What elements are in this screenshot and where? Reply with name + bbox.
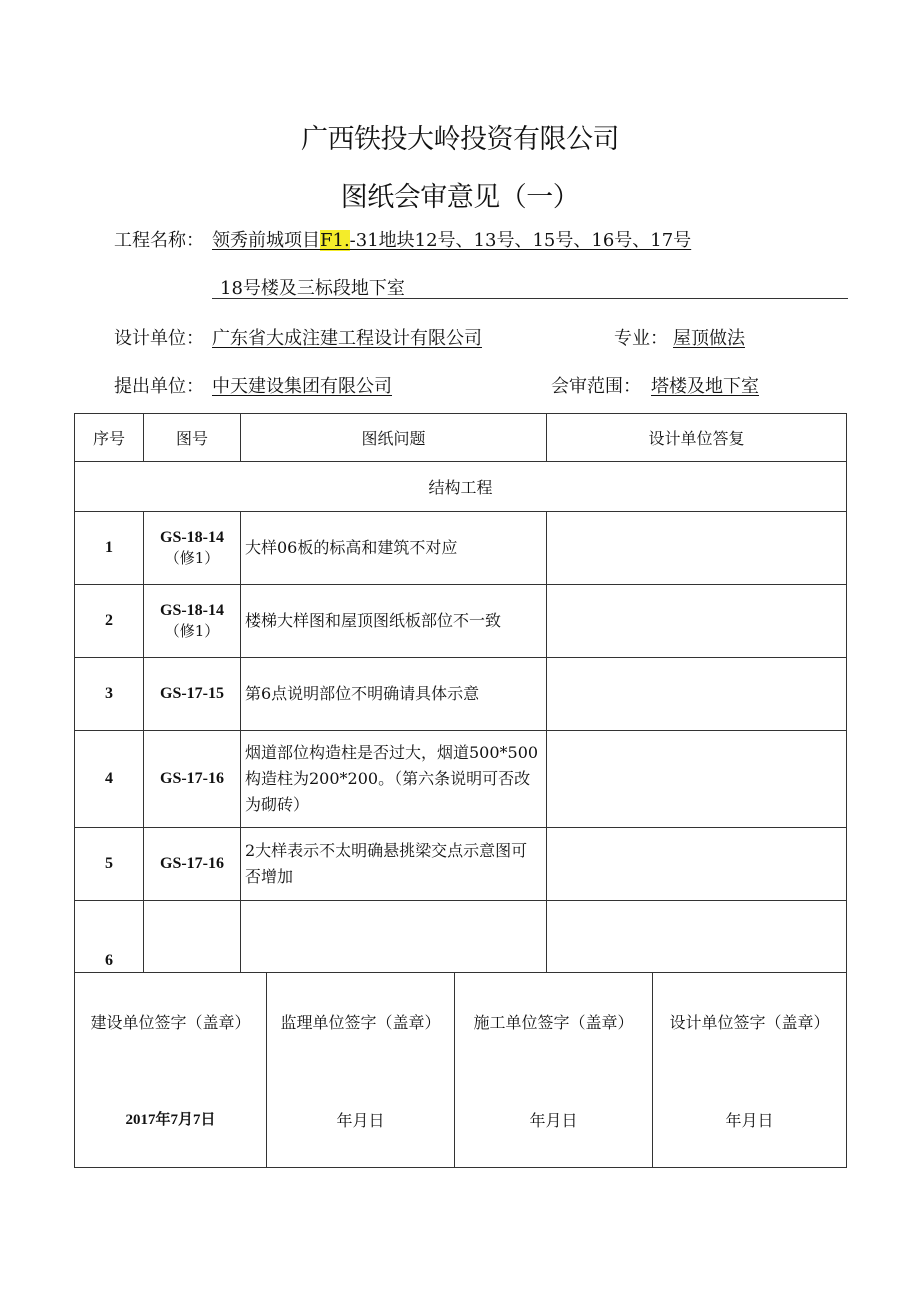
row-drawing-no — [144, 512, 241, 585]
row-reply[interactable] — [547, 658, 847, 731]
table-row — [75, 585, 847, 658]
header-issue: 图纸问题 — [241, 414, 547, 462]
drawing-revision: （修1） — [164, 622, 220, 640]
table-row — [75, 512, 847, 585]
section-row — [75, 462, 847, 512]
signature-label: 设计单位签字（盖章） — [669, 1013, 830, 1032]
row-drawing-no — [144, 585, 241, 658]
header-drawing-no: 图号 — [144, 414, 241, 462]
row-issue: 大样06板的标高和建筑不对应 — [241, 512, 547, 585]
header-reply: 设计单位答复 — [547, 414, 847, 462]
row-drawing-no: GS-17-16 — [144, 731, 241, 828]
table-row — [75, 658, 847, 731]
scope-value: 塔楼及地下室 — [651, 376, 759, 397]
scope-label: 会审范围： — [551, 376, 641, 397]
table-row — [75, 828, 847, 901]
row-no: 1 — [75, 512, 144, 585]
row-issue: 2大样表示不太明确悬挑梁交点示意图可否增加 — [241, 828, 547, 901]
project-name-part1: 领秀前城项目 — [212, 230, 320, 251]
specialty-value: 屋顶做法 — [673, 328, 745, 349]
drawing-revision: （修1） — [164, 549, 220, 567]
document-title: 图纸会审意见（一） — [340, 182, 580, 213]
signature-date: 年月日 — [529, 1111, 578, 1130]
row-reply[interactable] — [547, 512, 847, 585]
project-name-label: 工程名称： — [114, 230, 204, 251]
signature-date: 年月日 — [336, 1111, 385, 1130]
review-table — [74, 413, 847, 973]
specialty-label: 专业： — [614, 328, 668, 349]
signature-row — [75, 972, 847, 1168]
row-drawing-no[interactable] — [144, 901, 241, 973]
row-no: 6 — [75, 901, 144, 973]
drawing-code: GS-18-14 — [160, 529, 224, 546]
signature-table — [74, 972, 847, 1168]
signature-label: 施工单位签字（盖章） — [473, 1013, 634, 1032]
row-no: 5 — [75, 828, 144, 901]
header-no: 序号 — [75, 414, 144, 462]
row-drawing-no: GS-17-16 — [144, 828, 241, 901]
row-no: 4 — [75, 731, 144, 828]
submit-unit-label: 提出单位： — [114, 376, 204, 397]
project-name-line2: 18号楼及三标段地下室 — [220, 278, 405, 299]
row-issue: 楼梯大样图和屋顶图纸板部位不一致 — [241, 585, 547, 658]
signature-contractor[interactable] — [455, 972, 653, 1168]
row-issue: 烟道部位构造柱是否过大，烟道500*500构造柱为200*200。（第六条说明可否改为砌砖） — [241, 731, 547, 828]
section-title: 结构工程 — [75, 462, 847, 512]
design-unit-value: 广东省大成注建工程设计有限公司 — [212, 328, 482, 349]
signature-designer[interactable] — [653, 972, 847, 1168]
signature-date: 2017年7月7日 — [125, 1112, 216, 1128]
design-unit-label: 设计单位： — [114, 328, 204, 349]
project-name-value — [212, 230, 691, 252]
signature-supervisor[interactable] — [267, 972, 455, 1168]
row-issue[interactable] — [241, 901, 547, 973]
row-reply[interactable] — [547, 828, 847, 901]
drawing-code: GS-18-14 — [160, 602, 224, 619]
signature-date: 年月日 — [725, 1111, 774, 1130]
table-row — [75, 901, 847, 973]
project-name-underline — [212, 298, 848, 299]
highlighted-text: F1. — [320, 230, 350, 251]
row-reply[interactable] — [547, 585, 847, 658]
table-header-row — [75, 414, 847, 462]
row-no: 3 — [75, 658, 144, 731]
row-no: 2 — [75, 585, 144, 658]
company-title: 广西铁投大岭投资有限公司 — [301, 124, 619, 155]
signature-label: 监理单位签字（盖章） — [280, 1013, 441, 1032]
project-name-part2: -31地块12号、13号、15号、16号、17号 — [349, 230, 692, 251]
row-reply[interactable] — [547, 901, 847, 973]
table-row — [75, 731, 847, 828]
row-drawing-no: GS-17-15 — [144, 658, 241, 731]
signature-label: 建设单位签字（盖章） — [90, 1013, 251, 1032]
submit-unit-value: 中天建设集团有限公司 — [212, 376, 392, 397]
signature-owner[interactable] — [75, 972, 267, 1168]
row-reply[interactable] — [547, 731, 847, 828]
row-issue: 第6点说明部位不明确请具体示意 — [241, 658, 547, 731]
